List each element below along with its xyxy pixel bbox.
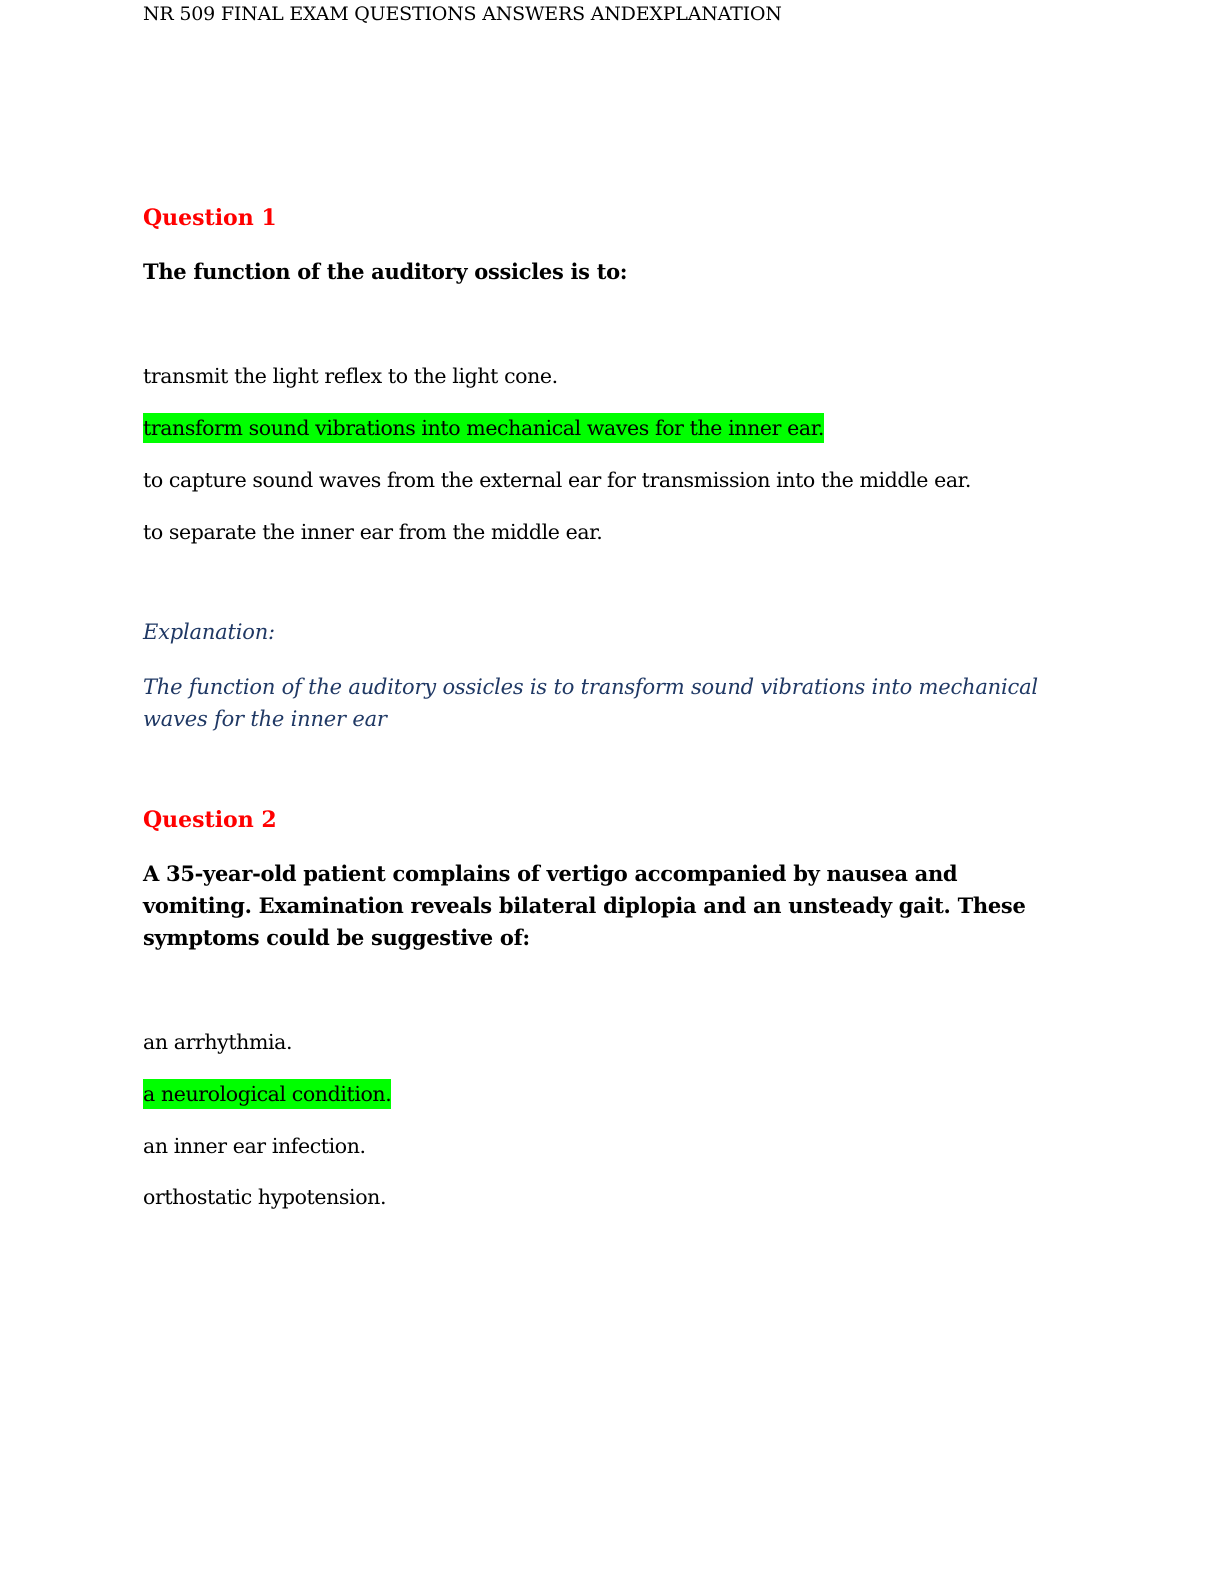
question-2-title: Question 2 bbox=[143, 807, 277, 833]
question-1-explanation-label: Explanation: bbox=[143, 620, 275, 644]
question-1-option-b-correct: transform sound vibrations into mechanical waves for the inner ear. bbox=[143, 413, 824, 443]
question-1-option-c: to capture sound waves from the external ear for transmission into the middle ear. bbox=[143, 468, 971, 492]
question-2-option-d: orthostatic hypotension. bbox=[143, 1185, 387, 1209]
question-1-stem: The function of the auditory ossicles is to: bbox=[143, 259, 628, 284]
question-1-explanation-text: The function of the auditory ossicles is to transform sound vibrations into mechanical waves for the inner ear bbox=[143, 675, 1038, 731]
question-2-option-b-correct: a neurological condition. bbox=[143, 1079, 391, 1109]
question-2-option-a: an arrhythmia. bbox=[143, 1030, 293, 1054]
question-2-stem: A 35-year-old patient complains of vertigo accompanied by nausea and vomiting. Examination reveals bilateral diplopia and an unsteady gait. These symptoms could be suggestive of: bbox=[143, 861, 1026, 950]
question-1-option-a: transmit the light reflex to the light cone. bbox=[143, 364, 558, 388]
question-1-title: Question 1 bbox=[143, 205, 277, 231]
page-header: NR 509 FINAL EXAM QUESTIONS ANSWERS ANDEXPLANATION bbox=[143, 3, 782, 25]
question-2-option-c: an inner ear infection. bbox=[143, 1134, 366, 1158]
question-1-option-d: to separate the inner ear from the middle ear. bbox=[143, 520, 603, 544]
